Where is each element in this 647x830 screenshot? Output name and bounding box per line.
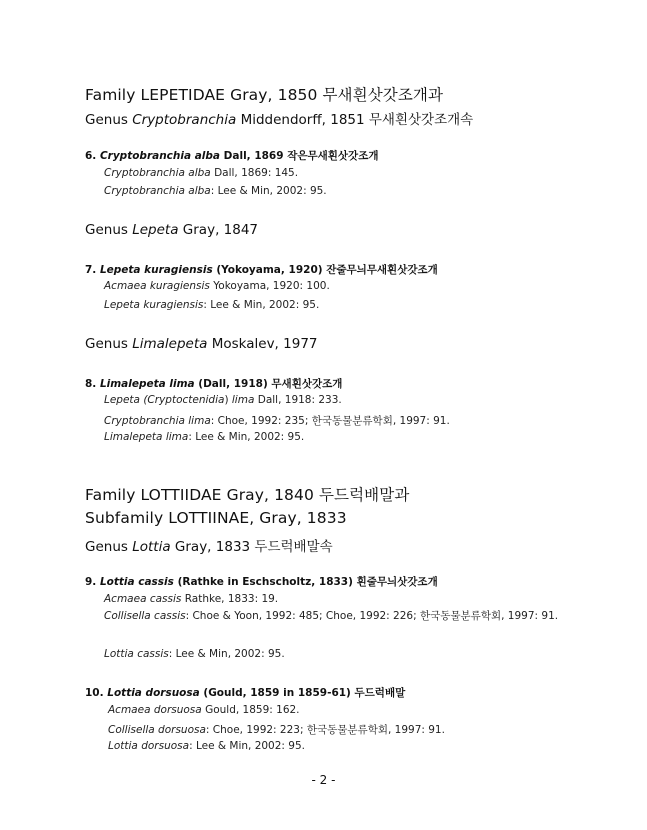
species-entry-6 (85, 148, 378, 163)
species-name: Limalepeta lima (99, 378, 195, 390)
genus-prefix: Genus (85, 539, 128, 555)
citation-text: : Lee & Min, 2002: 95. (189, 740, 305, 752)
genus-prefix: Genus (85, 336, 128, 352)
citation-text: : Lee & Min, 2002: 95. (188, 431, 305, 443)
citation-text: : Lee & Min, 2002: 95. (203, 299, 320, 311)
page-number: - 2 - (311, 773, 336, 787)
synonym-reference (104, 394, 342, 406)
synonym-name: Acmaea kuragiensis (104, 280, 210, 292)
genus-name: Lepeta (132, 222, 179, 238)
species-number: 8. (85, 378, 97, 390)
synonym-reference (104, 185, 327, 197)
synonym-bracket: ) (224, 394, 229, 406)
species-authority: (Dall, 1918) 무새흰삿갓조개 (198, 378, 343, 390)
synonym-reference (104, 167, 298, 179)
synonym-name: Collisella cassis (104, 610, 186, 622)
species-number: 7. (85, 264, 97, 276)
citation-text: Dall, 1918: 233. (257, 394, 342, 406)
synonym-name: Acmaea dorsuosa (108, 704, 202, 716)
species-authority: Dall, 1869 작은무새흰삿갓조개 (223, 150, 379, 162)
synonym-name: Lottia cassis (104, 648, 169, 660)
genus-heading-limalepeta (85, 336, 318, 352)
species-authority: (Rathke in Eschscholtz, 1833) 흰줄무늬삿갓조개 (177, 576, 438, 588)
citation-text: Dall, 1869: 145. (214, 167, 299, 179)
synonym-subgenus: Cryptoctenidia (147, 394, 225, 406)
synonym-name: Collisella dorsuosa (108, 724, 206, 736)
citation-text: : Lee & Min, 2002: 95. (210, 185, 327, 197)
species-name: Cryptobranchia alba (99, 150, 221, 162)
citation-text: Rathke, 1833: 19. (184, 593, 279, 605)
synonym-name: Cryptobranchia alba (104, 185, 211, 197)
species-authority: (Gould, 1859 in 1859-61) 두드럭배말 (203, 687, 406, 699)
synonym-reference (104, 299, 319, 311)
genus-heading-lepeta (85, 222, 258, 238)
genus-prefix: Genus (85, 112, 128, 128)
citation-text: : Lee & Min, 2002: 95. (168, 648, 285, 660)
synonym-name: Lepeta kuragiensis (104, 299, 204, 311)
synonym-reference (108, 722, 445, 737)
citation-text: Gould, 1859: 162. (205, 704, 300, 716)
species-entry-9 (85, 574, 438, 589)
citation-text: : Choe, 1992: 235; 한국동물분류학회, 1997: 91. (210, 415, 450, 427)
synonym-epithet: lima (231, 394, 255, 406)
synonym-name: Limalepeta lima (104, 431, 189, 443)
family-heading-lottiidae: Family LOTTIIDAE Gray, 1840 두드럭배말과 (85, 486, 410, 504)
synonym-reference (104, 431, 304, 443)
genus-name: Limalepeta (132, 336, 208, 352)
family-heading-lepetidae: Family LEPETIDAE Gray, 1850 무새흰삿갓조개과 (85, 86, 444, 104)
genus-heading-cryptobranchia (85, 108, 473, 128)
species-entry-10 (85, 685, 405, 700)
subfamily-heading-lottiinae: Subfamily LOTTIINAE, Gray, 1833 (85, 509, 347, 527)
species-number: 6. (85, 150, 97, 162)
synonym-reference (104, 593, 278, 605)
synonym-genus: Lepeta ( (104, 394, 148, 406)
species-authority: (Yokoyama, 1920) 잔줄무늬무새흰삿갓조개 (216, 264, 438, 276)
species-name: Lepeta kuragiensis (99, 264, 213, 276)
synonym-name: Acmaea cassis (104, 593, 182, 605)
species-name: Lottia dorsuosa (107, 687, 200, 699)
synonym-name: Cryptobranchia lima (104, 415, 211, 427)
synonym-reference-wrapped (104, 607, 564, 626)
genus-suffix: Gray, 1847 (182, 222, 259, 238)
species-name: Lottia cassis (99, 576, 174, 588)
synonym-name: Lottia dorsuosa (108, 740, 190, 752)
citation-text: Yokoyama, 1920: 100. (213, 280, 330, 292)
synonym-reference (108, 704, 300, 716)
genus-heading-lottia (85, 535, 333, 555)
synonym-name: Cryptobranchia alba (104, 167, 211, 179)
species-entry-8 (85, 376, 342, 391)
species-entry-7 (85, 262, 438, 277)
species-number: 9. (85, 576, 97, 588)
synonym-reference (108, 740, 305, 752)
genus-name: Cryptobranchia (132, 112, 237, 128)
species-number: 10. (85, 687, 104, 699)
genus-suffix: Moskalev, 1977 (211, 336, 318, 352)
citation-text: : Choe & Yoon, 1992: 485; Choe, 1992: 226; 한국동물분류학회, 1997: 91. (185, 610, 559, 622)
synonym-reference (104, 413, 450, 428)
genus-name: Lottia (132, 539, 171, 555)
synonym-reference (104, 648, 285, 660)
synonym-reference (104, 280, 330, 292)
genus-suffix: Gray, 1833 두드럭배말속 (174, 539, 333, 555)
genus-suffix: Middendorff, 1851 무새흰삿갓조개속 (240, 112, 474, 128)
genus-prefix: Genus (85, 222, 128, 238)
citation-text: : Choe, 1992: 223; 한국동물분류학회, 1997: 91. (205, 724, 445, 736)
